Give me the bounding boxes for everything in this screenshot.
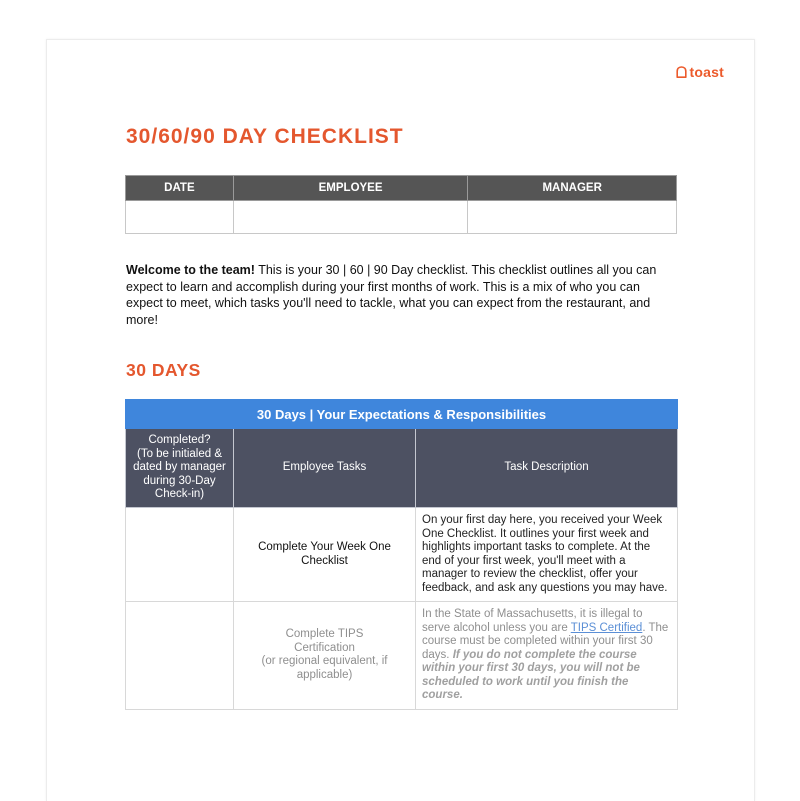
tasks-banner-row <box>126 400 678 429</box>
completed-column-header: Completed? (To be initialed & dated by manager during 30-Day Check-in) <box>126 429 234 508</box>
date-cell[interactable] <box>126 201 234 234</box>
table-row <box>126 508 678 602</box>
tasks-banner: 30 Days | Your Expectations & Responsibilities <box>126 400 678 429</box>
document-page <box>46 39 755 801</box>
tasks-header-row <box>126 429 678 508</box>
task-name: Complete Your Week One Checklist <box>234 508 416 602</box>
completed-cell[interactable] <box>126 508 234 602</box>
manager-cell[interactable] <box>468 201 677 234</box>
tasks-table-30 <box>125 399 678 710</box>
manager-header: MANAGER <box>468 176 677 201</box>
toast-logo-icon <box>676 66 687 78</box>
page-title: 30/60/90 DAY CHECKLIST <box>126 125 404 148</box>
intro-paragraph <box>126 262 676 328</box>
employee-cell[interactable] <box>233 201 468 234</box>
section-30-title: 30 DAYS <box>126 360 201 380</box>
employee-tasks-column-header: Employee Tasks <box>234 429 416 508</box>
completed-cell[interactable] <box>126 602 234 710</box>
logo-text: toast <box>689 64 724 80</box>
intro-lead: Welcome to the team! <box>126 263 255 277</box>
description-text: In the State of Massachusetts, it is illegal to serve alcohol unless you are <box>422 608 643 634</box>
task-name: Complete TIPS Certification (or regional equivalent, if applicable) <box>234 602 416 710</box>
date-header: DATE <box>126 176 234 201</box>
description-text-cont: . The course must be completed within your first 30 days. <box>422 621 669 661</box>
table-row <box>126 602 678 710</box>
info-table-row <box>126 201 677 234</box>
task-description: On your first day here, you received your Week One Checklist. It outlines your first week and highlights important tasks to complete. At the end of your first week, you'll meet with a manager to review the checklist, offer your feedback, and ask any questions you may have. <box>416 508 678 602</box>
task-description-column-header: Task Description <box>416 429 678 508</box>
intro-body: This is your 30 | 60 | 90 Day checklist. This checklist outlines all you can expect to learn and accomplish during your first months of work. This is a mix of who you can expect to meet, which tasks you'll need to tackle, what you can expect from the restaurant, and more! <box>126 263 657 327</box>
task-description <box>416 602 678 710</box>
tips-certified-link[interactable]: TIPS Certified <box>570 621 643 634</box>
info-table-header <box>126 176 677 201</box>
description-warning: If you do not complete the course within your first 30 days, you will not be scheduled to work until you finish the course. <box>422 648 640 701</box>
info-table <box>125 175 677 234</box>
employee-header: EMPLOYEE <box>233 176 468 201</box>
toast-logo <box>676 64 724 80</box>
